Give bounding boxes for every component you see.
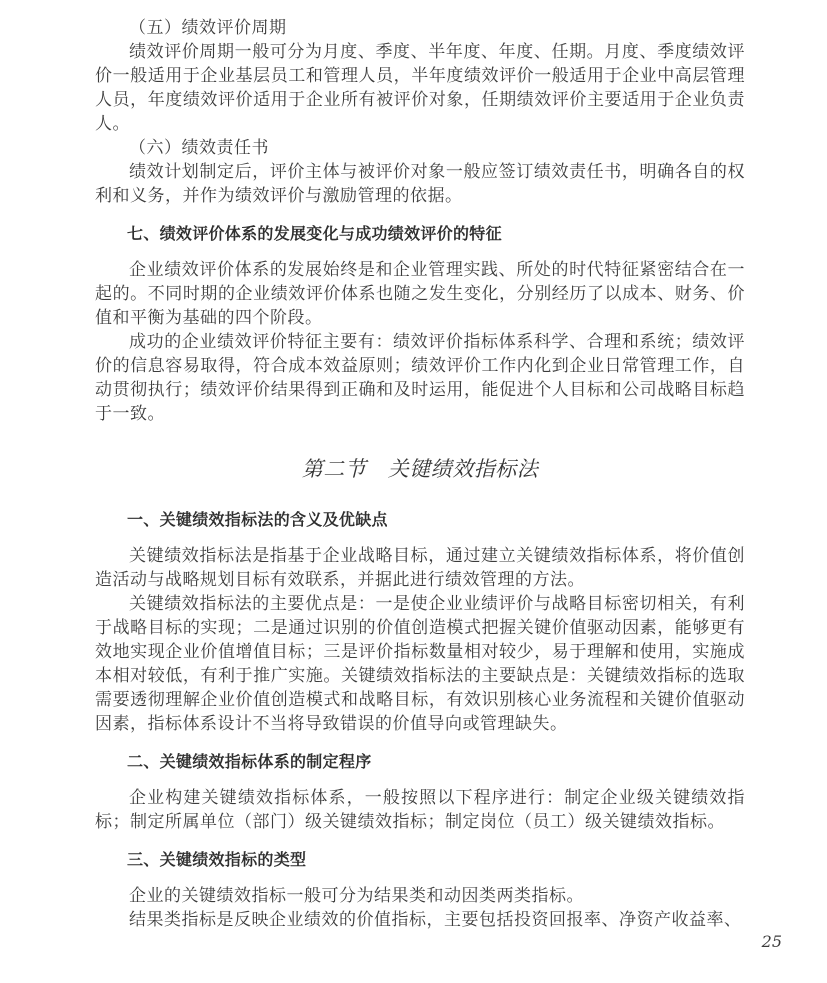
chapter-section-title: 第二节 关键绩效指标法 [301,457,539,481]
sub-heading-6: （六）绩效责任书 [129,138,269,158]
paragraph: 企业的关键绩效指标一般可分为结果类和动因类两类指标。 [129,886,584,906]
sub-heading-5: （五）绩效评价周期 [129,18,287,38]
paragraph: 关键绩效指标法是指基于企业战略目标，通过建立关键绩效指标体系，将价值创造活动与战略规划目标有效联系，并据此进行绩效管理的方法。 [95,546,745,590]
paragraph: 成功的企业绩效评价特征主要有：绩效评价指标体系科学、合理和系统；绩效评价的信息容易取得，符合成本效益原则；绩效评价工作内化到企业日常管理工作，自动贯彻执行；绩效评价结果得到正确和及时运用，能促进个人目标和公司战略目标趋于一致。 [95,332,745,424]
page-number: 25 [761,932,782,951]
section-heading-7: 七、绩效评价体系的发展变化与成功绩效评价的特征 [127,224,502,243]
paragraph: 结果类指标是反映企业绩效的价值指标，主要包括投资回报率、净资产收益率、 [129,910,742,930]
paragraph: 关键绩效指标法的主要优点是：一是使企业业绩评价与战略目标密切相关，有利于战略目标的实现；二是通过识别的价值创造模式把握关键价值驱动因素，能够更有效地实现企业价值增值目标；三是评价指标数量相对较少，易于理解和使用，实施成本相对较低，有利于推广实施。关键绩效指标法的主要缺点是：关键绩效指标的选取需要透彻理解企业价值创造模式和战略目标，有效识别核心业务流程和关键价值驱动因素，指标体系设计不当将导致错误的价值导向或管理缺失。 [95,594,745,734]
section-heading-2: 二、关键绩效指标体系的制定程序 [127,752,372,771]
paragraph: 绩效计划制定后，评价主体与被评价对象一般应签订绩效责任书，明确各自的权利和义务，并作为绩效评价与激励管理的依据。 [95,162,745,206]
paragraph: 企业构建关键绩效指标体系，一般按照以下程序进行：制定企业级关键绩效指标；制定所属单位（部门）级关键绩效指标；制定岗位（员工）级关键绩效指标。 [95,788,745,832]
section-heading-3: 三、关键绩效指标的类型 [127,850,307,869]
section-heading-1: 一、关键绩效指标法的含义及优缺点 [127,510,388,529]
paragraph: 企业绩效评价体系的发展始终是和企业管理实践、所处的时代特征紧密结合在一起的。不同时期的企业绩效评价体系也随之发生变化，分别经历了以成本、财务、价值和平衡为基础的四个阶段。 [95,260,745,328]
paragraph: 绩效评价周期一般可分为月度、季度、半年度、年度、任期。月度、季度绩效评价一般适用于企业基层员工和管理人员，半年度绩效评价一般适用于企业中高层管理人员，年度绩效评价适用于企业所有被评价对象，任期绩效评价主要适用于企业负责人。 [95,42,745,134]
